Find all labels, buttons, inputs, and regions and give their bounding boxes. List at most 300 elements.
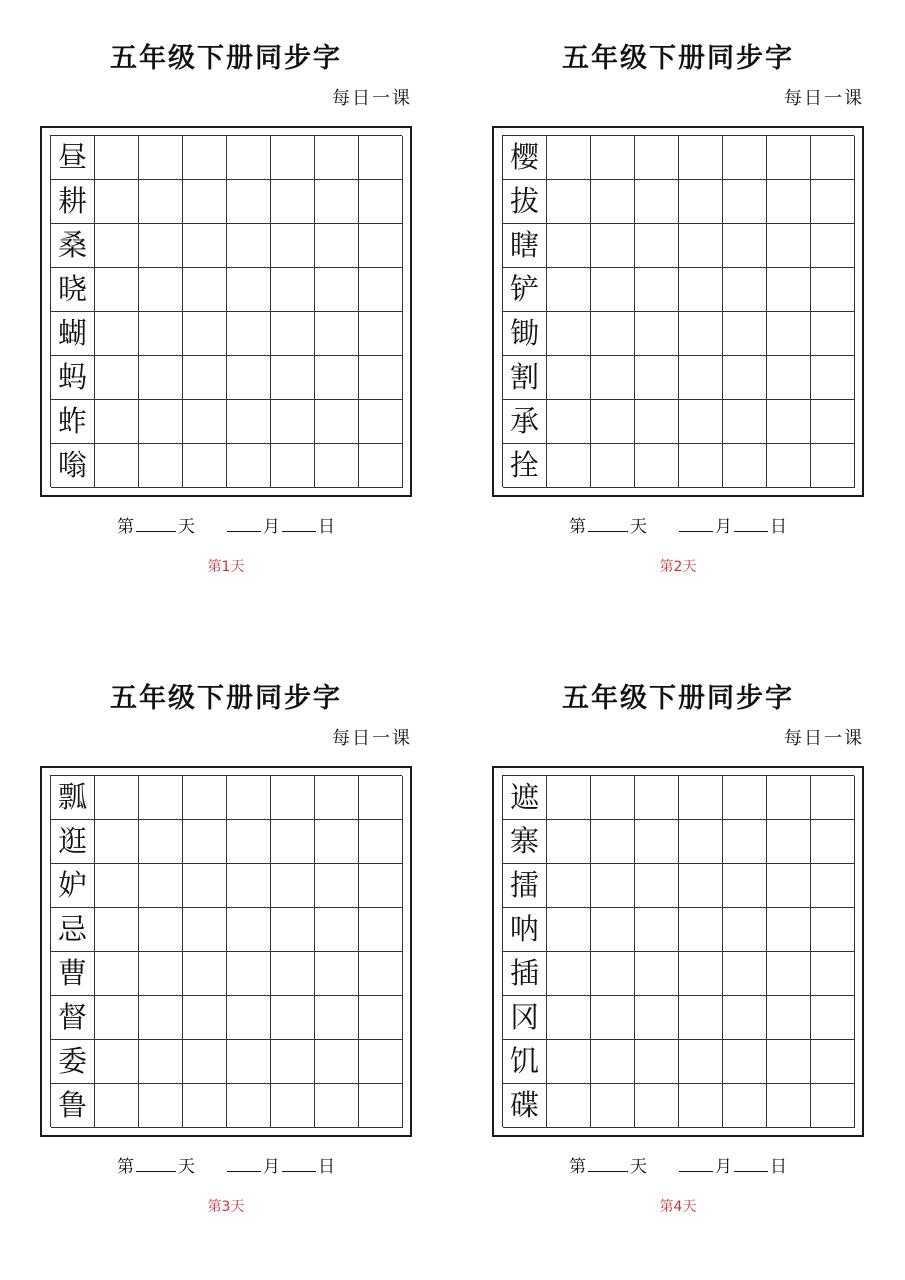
practice-cell[interactable] <box>359 864 403 908</box>
practice-cell[interactable] <box>95 400 139 444</box>
practice-cell[interactable] <box>591 820 635 864</box>
practice-cell[interactable] <box>139 224 183 268</box>
date-month-word: 月 <box>263 517 280 537</box>
practice-cell[interactable] <box>315 1040 359 1084</box>
practice-cell[interactable] <box>723 136 767 180</box>
practice-cell[interactable] <box>811 136 855 180</box>
model-character: 妒 <box>51 864 95 908</box>
practice-cell[interactable] <box>547 312 591 356</box>
practice-cell[interactable] <box>767 268 811 312</box>
practice-cell[interactable] <box>547 952 591 996</box>
model-character: 寨 <box>503 820 547 864</box>
practice-cell[interactable] <box>723 1084 767 1128</box>
practice-cell[interactable] <box>811 864 855 908</box>
date-line <box>492 1155 864 1179</box>
practice-cell[interactable] <box>635 776 679 820</box>
practice-cell[interactable] <box>95 864 139 908</box>
practice-cell[interactable] <box>635 444 679 488</box>
practice-cell[interactable] <box>811 820 855 864</box>
model-character: 逛 <box>51 820 95 864</box>
practice-cell[interactable] <box>679 776 723 820</box>
practice-cell[interactable] <box>315 356 359 400</box>
model-character: 遮 <box>503 776 547 820</box>
practice-cell[interactable] <box>183 996 227 1040</box>
practice-cell[interactable] <box>635 356 679 400</box>
practice-cell[interactable] <box>139 1040 183 1084</box>
practice-cell[interactable] <box>271 224 315 268</box>
practice-cell[interactable] <box>359 444 403 488</box>
practice-cell[interactable] <box>227 996 271 1040</box>
practice-cell[interactable] <box>227 136 271 180</box>
practice-cell[interactable] <box>547 864 591 908</box>
practice-cell[interactable] <box>183 400 227 444</box>
practice-cell[interactable] <box>359 952 403 996</box>
practice-cell[interactable] <box>95 224 139 268</box>
practice-cell[interactable] <box>811 224 855 268</box>
practice-cell[interactable] <box>271 444 315 488</box>
practice-cell[interactable] <box>271 356 315 400</box>
practice-cell[interactable] <box>811 312 855 356</box>
practice-cell[interactable] <box>767 776 811 820</box>
practice-cell[interactable] <box>139 400 183 444</box>
practice-cell[interactable] <box>139 444 183 488</box>
practice-cell[interactable] <box>723 268 767 312</box>
model-character: 割 <box>503 356 547 400</box>
practice-cell[interactable] <box>635 136 679 180</box>
model-character: 呐 <box>503 908 547 952</box>
practice-cell[interactable] <box>271 908 315 952</box>
practice-cell[interactable] <box>315 224 359 268</box>
practice-cell[interactable] <box>315 996 359 1040</box>
day-label: 第2天 <box>659 559 697 575</box>
practice-cell[interactable] <box>271 1084 315 1128</box>
practice-cell[interactable] <box>139 312 183 356</box>
model-character: 鲁 <box>51 1084 95 1128</box>
practice-cell[interactable] <box>95 356 139 400</box>
practice-cell[interactable] <box>723 312 767 356</box>
model-character: 蝴 <box>51 312 95 356</box>
practice-cell[interactable] <box>95 1040 139 1084</box>
practice-cell[interactable] <box>271 820 315 864</box>
model-character: 樱 <box>503 136 547 180</box>
practice-cell[interactable] <box>591 356 635 400</box>
practice-cell[interactable] <box>811 444 855 488</box>
practice-cell[interactable] <box>767 136 811 180</box>
day-number-blank[interactable] <box>588 515 628 532</box>
date-blank[interactable] <box>282 1155 316 1172</box>
practice-cell[interactable] <box>359 776 403 820</box>
practice-cell[interactable] <box>767 312 811 356</box>
practice-cell[interactable] <box>635 908 679 952</box>
practice-cell[interactable] <box>767 864 811 908</box>
practice-cell[interactable] <box>679 180 723 224</box>
practice-cell[interactable] <box>271 312 315 356</box>
practice-cell[interactable] <box>271 136 315 180</box>
practice-cell[interactable] <box>679 952 723 996</box>
practice-cell[interactable] <box>139 820 183 864</box>
date-month-word: 月 <box>263 1157 280 1177</box>
practice-cell[interactable] <box>635 180 679 224</box>
model-character: 蚂 <box>51 356 95 400</box>
practice-cell[interactable] <box>95 776 139 820</box>
practice-cell[interactable] <box>227 1084 271 1128</box>
practice-cell[interactable] <box>227 180 271 224</box>
practice-cell[interactable] <box>547 180 591 224</box>
day-label: 第1天 <box>207 559 245 575</box>
practice-cell[interactable] <box>315 908 359 952</box>
practice-cell[interactable] <box>767 996 811 1040</box>
practice-cell[interactable] <box>359 136 403 180</box>
practice-cell[interactable] <box>95 952 139 996</box>
practice-cell[interactable] <box>547 224 591 268</box>
practice-cell[interactable] <box>271 180 315 224</box>
practice-cell[interactable] <box>315 444 359 488</box>
practice-cell[interactable] <box>359 1040 403 1084</box>
practice-cell[interactable] <box>95 820 139 864</box>
practice-cell[interactable] <box>183 224 227 268</box>
practice-cell[interactable] <box>227 864 271 908</box>
day-label: 第4天 <box>659 1199 697 1215</box>
practice-cell[interactable] <box>679 820 723 864</box>
practice-cell[interactable] <box>767 908 811 952</box>
model-character: 碟 <box>503 1084 547 1128</box>
practice-cell[interactable] <box>315 312 359 356</box>
practice-cell[interactable] <box>679 1040 723 1084</box>
month-blank[interactable] <box>679 515 713 532</box>
practice-cell[interactable] <box>591 1040 635 1084</box>
practice-cell[interactable] <box>359 268 403 312</box>
date-month-word: 月 <box>715 517 732 537</box>
practice-cell[interactable] <box>679 1084 723 1128</box>
model-character: 拴 <box>503 444 547 488</box>
practice-cell[interactable] <box>811 776 855 820</box>
practice-cell[interactable] <box>227 952 271 996</box>
model-character: 插 <box>503 952 547 996</box>
date-prefix: 第 <box>569 1157 586 1177</box>
date-date-word: 日 <box>318 1157 335 1177</box>
practice-cell[interactable] <box>227 268 271 312</box>
practice-cell[interactable] <box>591 776 635 820</box>
date-date-word: 日 <box>318 517 335 537</box>
practice-cell[interactable] <box>271 952 315 996</box>
sheet-title: 五年级下册同步字 <box>110 683 342 714</box>
practice-cell[interactable] <box>227 444 271 488</box>
date-blank[interactable] <box>734 1155 768 1172</box>
practice-cell[interactable] <box>315 864 359 908</box>
day-number-blank[interactable] <box>136 515 176 532</box>
practice-cell[interactable] <box>767 180 811 224</box>
practice-cell[interactable] <box>139 268 183 312</box>
practice-cell[interactable] <box>183 1040 227 1084</box>
practice-cell[interactable] <box>591 268 635 312</box>
practice-cell[interactable] <box>315 268 359 312</box>
practice-cell[interactable] <box>315 180 359 224</box>
practice-cell[interactable] <box>767 820 811 864</box>
practice-cell[interactable] <box>811 996 855 1040</box>
date-prefix: 第 <box>569 517 586 537</box>
month-blank[interactable] <box>227 1155 261 1172</box>
practice-cell[interactable] <box>635 1040 679 1084</box>
practice-cell[interactable] <box>227 356 271 400</box>
model-character: 昼 <box>51 136 95 180</box>
practice-cell[interactable] <box>227 908 271 952</box>
model-character: 擂 <box>503 864 547 908</box>
practice-cell[interactable] <box>95 908 139 952</box>
date-day-word: 天 <box>178 517 195 537</box>
sheet-title: 五年级下册同步字 <box>110 43 342 74</box>
practice-cell[interactable] <box>359 180 403 224</box>
model-character: 耕 <box>51 180 95 224</box>
sheet-title: 五年级下册同步字 <box>562 683 794 714</box>
practice-cell[interactable] <box>767 444 811 488</box>
practice-cell[interactable] <box>315 952 359 996</box>
practice-cell[interactable] <box>271 776 315 820</box>
practice-cell[interactable] <box>679 400 723 444</box>
practice-cell[interactable] <box>591 996 635 1040</box>
practice-cell[interactable] <box>271 268 315 312</box>
date-blank[interactable] <box>734 515 768 532</box>
practice-cell[interactable] <box>591 180 635 224</box>
practice-cell[interactable] <box>811 356 855 400</box>
date-date-word: 日 <box>770 1157 787 1177</box>
practice-cell[interactable] <box>183 1084 227 1128</box>
practice-cell[interactable] <box>723 820 767 864</box>
practice-cell[interactable] <box>767 224 811 268</box>
date-month-word: 月 <box>715 1157 732 1177</box>
practice-cell[interactable] <box>679 444 723 488</box>
practice-grid <box>50 135 402 487</box>
month-blank[interactable] <box>227 515 261 532</box>
practice-cell[interactable] <box>635 268 679 312</box>
practice-cell[interactable] <box>635 996 679 1040</box>
practice-cell[interactable] <box>547 444 591 488</box>
practice-cell[interactable] <box>227 224 271 268</box>
practice-cell[interactable] <box>635 952 679 996</box>
practice-cell[interactable] <box>227 820 271 864</box>
practice-cell[interactable] <box>227 1040 271 1084</box>
practice-cell[interactable] <box>811 952 855 996</box>
practice-cell[interactable] <box>591 224 635 268</box>
model-character: 铲 <box>503 268 547 312</box>
model-character: 嗡 <box>51 444 95 488</box>
practice-cell[interactable] <box>591 400 635 444</box>
practice-cell[interactable] <box>227 776 271 820</box>
model-character: 拔 <box>503 180 547 224</box>
date-line <box>40 515 412 539</box>
practice-cell[interactable] <box>95 996 139 1040</box>
practice-cell[interactable] <box>271 1040 315 1084</box>
practice-grid <box>502 135 854 487</box>
practice-cell[interactable] <box>183 952 227 996</box>
model-character: 锄 <box>503 312 547 356</box>
model-character: 蚱 <box>51 400 95 444</box>
sheet-title: 五年级下册同步字 <box>562 43 794 74</box>
practice-cell[interactable] <box>591 312 635 356</box>
practice-cell[interactable] <box>767 1084 811 1128</box>
practice-cell[interactable] <box>635 400 679 444</box>
practice-cell[interactable] <box>547 996 591 1040</box>
practice-cell[interactable] <box>767 1040 811 1084</box>
practice-cell[interactable] <box>767 400 811 444</box>
day-label: 第3天 <box>207 1199 245 1215</box>
practice-cell[interactable] <box>139 776 183 820</box>
practice-cell[interactable] <box>635 864 679 908</box>
practice-grid <box>502 775 854 1127</box>
practice-cell[interactable] <box>811 908 855 952</box>
practice-cell[interactable] <box>271 864 315 908</box>
practice-cell[interactable] <box>315 776 359 820</box>
practice-cell[interactable] <box>359 224 403 268</box>
practice-cell[interactable] <box>359 400 403 444</box>
practice-cell[interactable] <box>139 996 183 1040</box>
practice-cell[interactable] <box>139 136 183 180</box>
practice-cell[interactable] <box>271 996 315 1040</box>
practice-cell[interactable] <box>547 1084 591 1128</box>
date-date-word: 日 <box>770 517 787 537</box>
date-prefix: 第 <box>117 1157 134 1177</box>
practice-cell[interactable] <box>679 224 723 268</box>
practice-cell[interactable] <box>95 180 139 224</box>
practice-cell[interactable] <box>811 1084 855 1128</box>
practice-cell[interactable] <box>183 268 227 312</box>
practice-cell[interactable] <box>591 136 635 180</box>
practice-grid-frame <box>492 766 864 1137</box>
model-character: 委 <box>51 1040 95 1084</box>
practice-cell[interactable] <box>139 952 183 996</box>
day-number-blank[interactable] <box>136 1155 176 1172</box>
practice-cell[interactable] <box>723 908 767 952</box>
practice-cell[interactable] <box>591 1084 635 1128</box>
practice-cell[interactable] <box>183 820 227 864</box>
practice-grid-frame <box>40 126 412 497</box>
practice-cell[interactable] <box>635 820 679 864</box>
model-character: 晓 <box>51 268 95 312</box>
practice-cell[interactable] <box>591 952 635 996</box>
practice-cell[interactable] <box>767 356 811 400</box>
practice-cell[interactable] <box>183 864 227 908</box>
sheet-subtitle: 每日一课 <box>332 88 412 109</box>
practice-cell[interactable] <box>635 312 679 356</box>
practice-grid-frame <box>492 126 864 497</box>
practice-cell[interactable] <box>811 180 855 224</box>
practice-cell[interactable] <box>95 312 139 356</box>
practice-cell[interactable] <box>591 444 635 488</box>
practice-cell[interactable] <box>679 996 723 1040</box>
practice-cell[interactable] <box>547 400 591 444</box>
practice-cell[interactable] <box>315 820 359 864</box>
practice-cell[interactable] <box>183 312 227 356</box>
practice-cell[interactable] <box>359 1084 403 1128</box>
model-character: 忌 <box>51 908 95 952</box>
practice-cell[interactable] <box>811 1040 855 1084</box>
practice-cell[interactable] <box>767 952 811 996</box>
practice-cell[interactable] <box>271 400 315 444</box>
practice-cell[interactable] <box>183 444 227 488</box>
practice-cell[interactable] <box>723 1040 767 1084</box>
practice-cell[interactable] <box>227 400 271 444</box>
practice-cell[interactable] <box>679 136 723 180</box>
practice-cell[interactable] <box>723 356 767 400</box>
date-prefix: 第 <box>117 517 134 537</box>
practice-cell[interactable] <box>95 268 139 312</box>
model-character: 瞎 <box>503 224 547 268</box>
practice-cell[interactable] <box>315 400 359 444</box>
month-blank[interactable] <box>679 1155 713 1172</box>
practice-cell[interactable] <box>723 952 767 996</box>
practice-cell[interactable] <box>547 820 591 864</box>
practice-cell[interactable] <box>723 224 767 268</box>
practice-cell[interactable] <box>139 908 183 952</box>
practice-cell[interactable] <box>679 356 723 400</box>
practice-cell[interactable] <box>183 180 227 224</box>
practice-cell[interactable] <box>547 776 591 820</box>
practice-cell[interactable] <box>811 268 855 312</box>
practice-cell[interactable] <box>723 444 767 488</box>
practice-cell[interactable] <box>811 400 855 444</box>
practice-cell[interactable] <box>723 400 767 444</box>
practice-cell[interactable] <box>547 908 591 952</box>
practice-cell[interactable] <box>139 864 183 908</box>
practice-cell[interactable] <box>591 908 635 952</box>
practice-grid <box>50 775 402 1127</box>
practice-cell[interactable] <box>359 356 403 400</box>
practice-cell[interactable] <box>679 268 723 312</box>
date-line <box>492 515 864 539</box>
practice-cell[interactable] <box>183 356 227 400</box>
practice-cell[interactable] <box>359 312 403 356</box>
practice-cell[interactable] <box>723 776 767 820</box>
practice-cell[interactable] <box>635 224 679 268</box>
practice-cell[interactable] <box>359 996 403 1040</box>
practice-cell[interactable] <box>679 908 723 952</box>
practice-cell[interactable] <box>547 268 591 312</box>
model-character: 饥 <box>503 1040 547 1084</box>
practice-cell[interactable] <box>679 864 723 908</box>
practice-cell[interactable] <box>183 776 227 820</box>
practice-cell[interactable] <box>547 136 591 180</box>
practice-cell[interactable] <box>95 444 139 488</box>
practice-cell[interactable] <box>139 1084 183 1128</box>
day-number-blank[interactable] <box>588 1155 628 1172</box>
practice-cell[interactable] <box>95 136 139 180</box>
practice-cell[interactable] <box>315 1084 359 1128</box>
date-day-word: 天 <box>630 1157 647 1177</box>
date-blank[interactable] <box>282 515 316 532</box>
practice-cell[interactable] <box>139 356 183 400</box>
practice-cell[interactable] <box>183 136 227 180</box>
practice-cell[interactable] <box>723 864 767 908</box>
model-character: 冈 <box>503 996 547 1040</box>
practice-cell[interactable] <box>547 356 591 400</box>
practice-cell[interactable] <box>679 312 723 356</box>
model-character: 督 <box>51 996 95 1040</box>
date-line <box>40 1155 412 1179</box>
practice-cell[interactable] <box>139 180 183 224</box>
practice-cell[interactable] <box>635 1084 679 1128</box>
practice-cell[interactable] <box>315 136 359 180</box>
practice-cell[interactable] <box>547 1040 591 1084</box>
practice-cell[interactable] <box>723 180 767 224</box>
practice-cell[interactable] <box>591 864 635 908</box>
practice-cell[interactable] <box>227 312 271 356</box>
practice-cell[interactable] <box>95 1084 139 1128</box>
practice-cell[interactable] <box>359 908 403 952</box>
practice-cell[interactable] <box>183 908 227 952</box>
practice-grid-frame <box>40 766 412 1137</box>
practice-cell[interactable] <box>359 820 403 864</box>
practice-cell[interactable] <box>723 996 767 1040</box>
model-character: 桑 <box>51 224 95 268</box>
